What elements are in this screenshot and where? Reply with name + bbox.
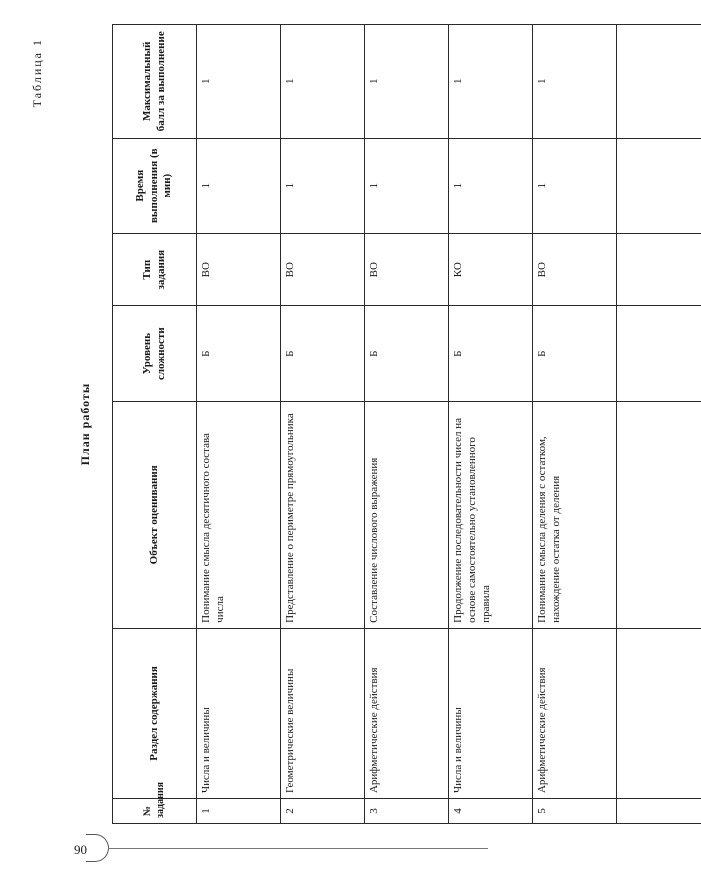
cell-object: Продолжение последовательности чисел на основе самостоятельно установленного правила <box>449 401 533 628</box>
plan-table <box>112 24 701 824</box>
cell-object: Представление о периметре прямоугольника <box>281 401 365 628</box>
cell-max: 1 <box>365 25 449 139</box>
cell-object: Составление числового выражения <box>365 401 449 628</box>
table-title: План работы <box>78 382 92 466</box>
cell-time: 1 <box>449 138 533 233</box>
table-caption: Таблица 1 <box>30 38 44 108</box>
rotated-table-page <box>28 24 562 824</box>
table-row <box>197 25 281 824</box>
cell-max: 1 <box>449 25 533 139</box>
cell-time: 1 <box>533 138 617 233</box>
table-row <box>449 25 533 824</box>
cell-max: 1 <box>197 25 281 139</box>
cell-num: 5 <box>533 799 617 824</box>
cell-level: Б <box>281 306 365 401</box>
cell-object: Понимание смысла десятичного состава числа <box>197 401 281 628</box>
header-num: № задания <box>113 799 197 824</box>
cell-level: Б <box>449 306 533 401</box>
cell-section: Арифметические действия <box>533 628 617 798</box>
cell-level: Б <box>365 306 449 401</box>
header-level: Уровень сложности <box>113 306 197 401</box>
cell-num: 4 <box>449 799 533 824</box>
cell-section: Арифметические действия <box>365 628 449 798</box>
cell-level: Б <box>197 306 281 401</box>
table-row <box>533 25 617 824</box>
page-number: 90 <box>74 842 87 857</box>
cell-num: 2 <box>281 799 365 824</box>
cell-time: 1 <box>281 138 365 233</box>
cell-num: 1 <box>197 799 281 824</box>
cell-time: 1 <box>365 138 449 233</box>
header-object: Объект оценивания <box>113 401 197 628</box>
cell-max: 1 <box>533 25 617 139</box>
table-row <box>365 25 449 824</box>
header-section: Раздел содержания <box>113 628 197 798</box>
cell-level: Б <box>533 306 617 401</box>
footer-rule <box>108 848 488 849</box>
cell-type: КО <box>449 233 533 306</box>
table-row-continued <box>617 25 701 824</box>
page-number-bracket <box>86 834 109 862</box>
cell-type: ВО <box>533 233 617 306</box>
header-time: Время выполнения (в мин) <box>113 138 197 233</box>
cell-type: ВО <box>197 233 281 306</box>
table-row <box>281 25 365 824</box>
table-header-row <box>113 25 197 824</box>
cell-section: Числа и величины <box>449 628 533 798</box>
cell-max: 1 <box>281 25 365 139</box>
cell-time: 1 <box>197 138 281 233</box>
cell-type: ВО <box>281 233 365 306</box>
cell-object: Понимание смысла деления с остатком, нахождение остатка от деления <box>533 401 617 628</box>
header-max: Максимальный балл за выполнение <box>113 25 197 139</box>
cell-num: 3 <box>365 799 449 824</box>
header-type: Тип задания <box>113 233 197 306</box>
cell-section: Геометрические величины <box>281 628 365 798</box>
cell-section: Числа и величины <box>197 628 281 798</box>
cell-type: ВО <box>365 233 449 306</box>
